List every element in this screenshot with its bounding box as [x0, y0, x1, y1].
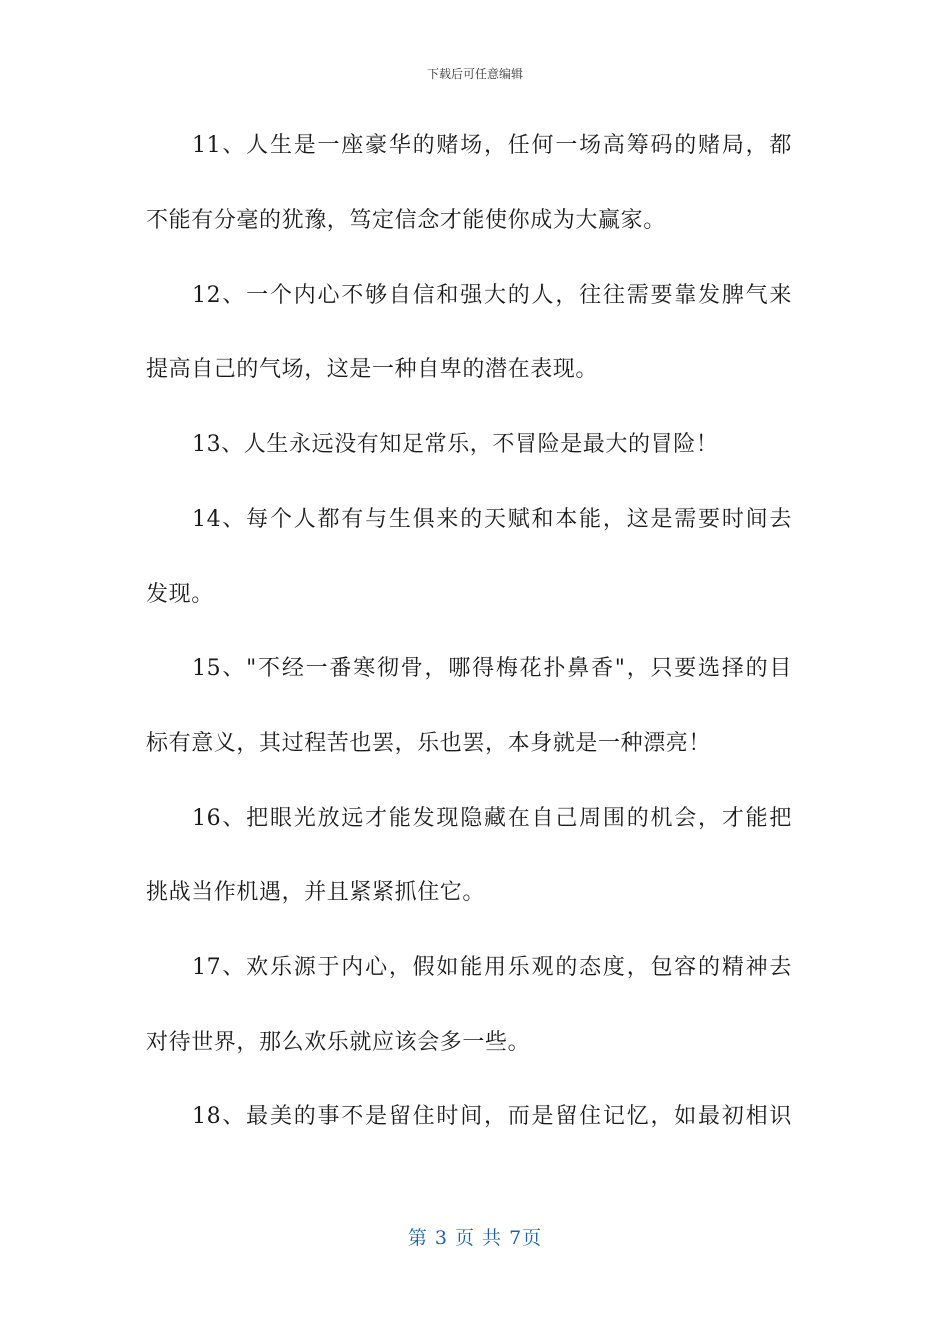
paragraph-14-line-2: 发现。: [146, 582, 214, 607]
paragraph-16-line-2: 挑战当作机遇，并且紧紧抓住它。: [146, 880, 486, 905]
paragraph-15-line-2: 标有意义，其过程苦也罢，乐也罢，本身就是一种漂亮！: [146, 731, 712, 756]
paragraph-16-line-1: 16、把眼光放远才能发现隐藏在自己周围的机会，才能把: [192, 806, 792, 831]
paragraph-12-line-2: 提高自己的气场，这是一种自卑的潜在表现。: [146, 357, 599, 382]
paragraph-11-line-2: 不能有分毫的犹豫，笃定信念才能使你成为大赢家。: [146, 208, 666, 233]
paragraph-18-line-1: 18、最美的事不是留住时间，而是留住记忆，如最初相识: [192, 1104, 792, 1129]
paragraph-12-line-1: 12、一个内心不够自信和强大的人，往往需要靠发脾气来: [192, 283, 792, 308]
paragraph-13-line-1: 13、人生永远没有知足常乐，不冒险是最大的冒险！: [192, 432, 719, 457]
paragraph-17-line-1: 17、欢乐源于内心，假如能用乐观的态度，包容的精神去: [192, 955, 792, 980]
page-header: 下载后可任意编辑: [426, 67, 523, 81]
paragraph-11-line-1: 11、人生是一座豪华的赌场，任何一场高筹码的赌局，都: [192, 133, 792, 158]
page-number-footer: 第 3 页 共 7页: [407, 1227, 543, 1249]
paragraph-14-line-1: 14、每个人都有与生俱来的天赋和本能，这是需要时间去: [192, 507, 792, 532]
paragraph-15-line-1: 15、"不经一番寒彻骨，哪得梅花扑鼻香"，只要选择的目: [192, 656, 792, 681]
paragraph-17-line-2: 对待世界，那么欢乐就应该会多一些。: [146, 1030, 531, 1055]
